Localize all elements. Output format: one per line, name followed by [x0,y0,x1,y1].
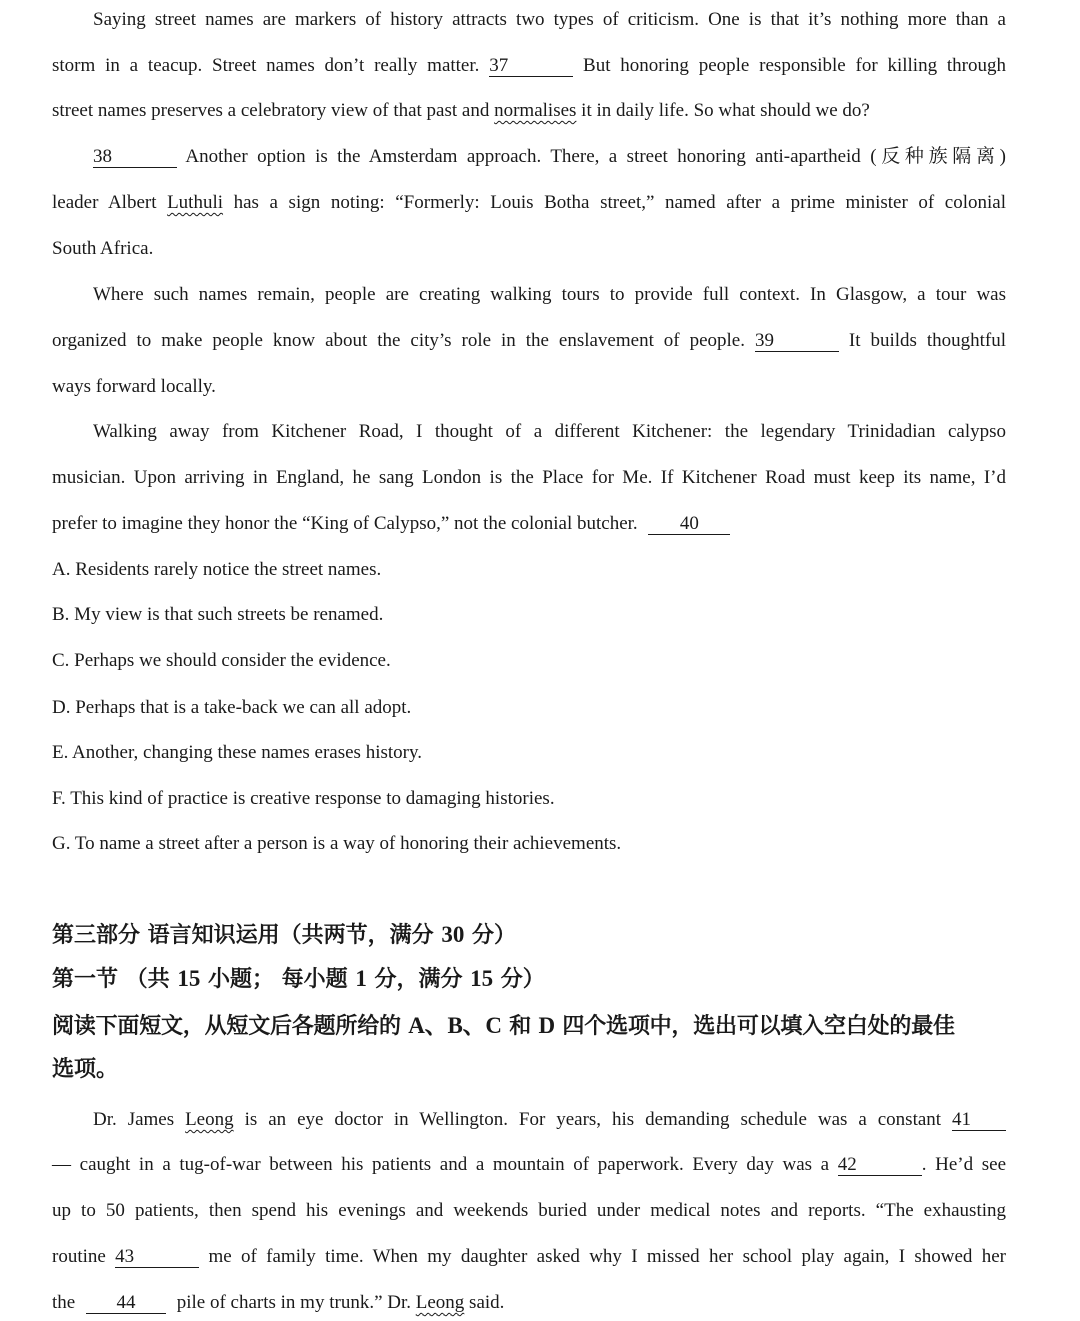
text: leader Albert [52,192,157,213]
text: 分，满分 [366,967,471,992]
text: 分） [464,923,516,948]
text: Another option is the Amsterdam approach. There, a street honoring anti-apartheid ( [185,146,877,167]
text: storm in a teacup. Street names don’t really matter. [52,55,480,76]
text: 第一节 （共 [52,967,178,992]
wavy-word: normalises [494,100,577,121]
wavy-word: Leong [415,1292,465,1313]
text: 阅读下面短文，从短文后各题所给的 [52,1014,409,1039]
blank-37[interactable]: 37 [489,56,573,77]
text: the [52,1292,76,1313]
text: me of family time. When my daughter asked why I missed her school play again, I showed her [208,1246,1007,1267]
text: 和 [501,1014,539,1039]
option-d[interactable]: D. Perhaps that is a take-back we can all adopt. [52,697,412,718]
passage1-p4-line3 [52,512,1006,536]
text: said. [469,1292,505,1313]
blank-41[interactable]: 41 [952,1110,1006,1131]
passage1-p1-line1 [52,8,1006,32]
text: 小题； 每小题 [200,967,356,992]
text: . He’d see [921,1154,1006,1175]
text: routine [52,1246,106,1267]
wavy-word: Luthuli [167,192,224,213]
text: prefer to imagine they honor the “King of Calypso,” not the colonial butcher. [52,513,638,534]
passage1-p4-line1 [52,420,1006,444]
passage2-line4 [52,1245,1006,1269]
passage1-p2-line3 [52,237,1006,261]
text: 分） [493,967,545,992]
blank-42[interactable]: 42 [838,1155,922,1176]
text: It builds thoughtful [848,330,1007,351]
text: South Africa. [52,238,154,259]
text: it in daily life. So what should we do? [581,100,870,121]
text: organized to make people know about the city’s role in the enslavement of people. [52,330,745,351]
text: — caught in a tug-of-war between his patients and a mountain of paperwork. Every day was a [52,1154,830,1175]
option-a[interactable]: A. Residents rarely notice the street names. [52,559,382,580]
passage2-line5 [52,1291,1006,1315]
passage2-line1 [52,1108,1006,1132]
text: 15 [470,966,494,991]
passage1-p3-line1 [52,283,1006,307]
passage1-p2-line2 [52,191,1006,215]
passage1-p2-line1 [52,144,1006,169]
text: Dr. James [93,1109,175,1130]
blank-38[interactable]: 38 [93,147,177,168]
blank-44[interactable]: 44 [86,1293,166,1314]
text: 15 [177,966,201,991]
blank-43[interactable]: 43 [115,1247,199,1268]
text: ) [999,146,1006,167]
option-b[interactable]: B. My view is that such streets be renamed. [52,604,384,625]
text: up to 50 patients, then spend his evenings and weekends buried under medical notes and reports. “The exhausting [52,1200,1006,1221]
text: D [538,1013,555,1038]
text: is an eye doctor in Wellington. For years, his demanding schedule was a constant [244,1109,942,1130]
passage2-line2 [52,1153,1006,1177]
text: 1 [355,966,367,991]
option-c[interactable]: C. Perhaps we should consider the evidence. [52,650,391,671]
wavy-word: Leong [185,1109,234,1130]
option-e[interactable]: E. Another, changing these names erases history. [52,742,422,763]
text: has a sign noting: “Formerly: Louis Botha street,” named after a prime minister of colonial [233,192,1007,213]
text: But honoring people responsible for killing through [583,55,1007,76]
text: 选项。 [52,1057,119,1082]
text: 30 [441,922,465,947]
passage1-p1-line3 [52,99,1006,123]
section-title [52,921,516,950]
passage1-p3-line2 [52,329,1006,353]
section-instructions-line2 [52,1056,118,1084]
passage1-p3-line3 [52,375,1006,399]
text: musician. Upon arriving in England, he sang London is the Place for Me. If Kitchener Road must keep its name, I’d [52,467,1006,488]
passage1-p1-line2 [52,54,1006,78]
chinese-gloss: 反种族隔离 [876,145,1000,167]
text: Where such names remain, people are creating walking tours to provide full context. In Glasgow, a tour was [93,284,1006,305]
passage1-p4-line2 [52,466,1006,490]
blank-40[interactable]: 40 [648,514,730,535]
text: 四个选项中，选出可以填入空白处的最佳 [554,1014,955,1039]
text: Walking away from Kitchener Road, I thought of a different Kitchener: the legendary Trinidadian calypso [93,421,1006,442]
section-subtitle [52,965,545,994]
text: street names preserves a celebratory view of that past and [52,100,490,121]
text: ways forward locally. [52,376,216,397]
section-instructions-line1 [52,1012,1006,1041]
option-g[interactable]: G. To name a street after a person is a way of honoring their achievements. [52,833,622,854]
blank-39[interactable]: 39 [755,331,839,352]
text: A、B、C [408,1013,502,1038]
passage2-line3 [52,1199,1006,1223]
option-f[interactable]: F. This kind of practice is creative response to damaging histories. [52,788,555,809]
text: 第三部分 语言知识运用（共两节，满分 [52,923,442,948]
text: pile of charts in my trunk.” Dr. [176,1292,411,1313]
text: Saying street names are markers of history attracts two types of criticism. One is that it’s nothing more than a [93,9,1006,30]
